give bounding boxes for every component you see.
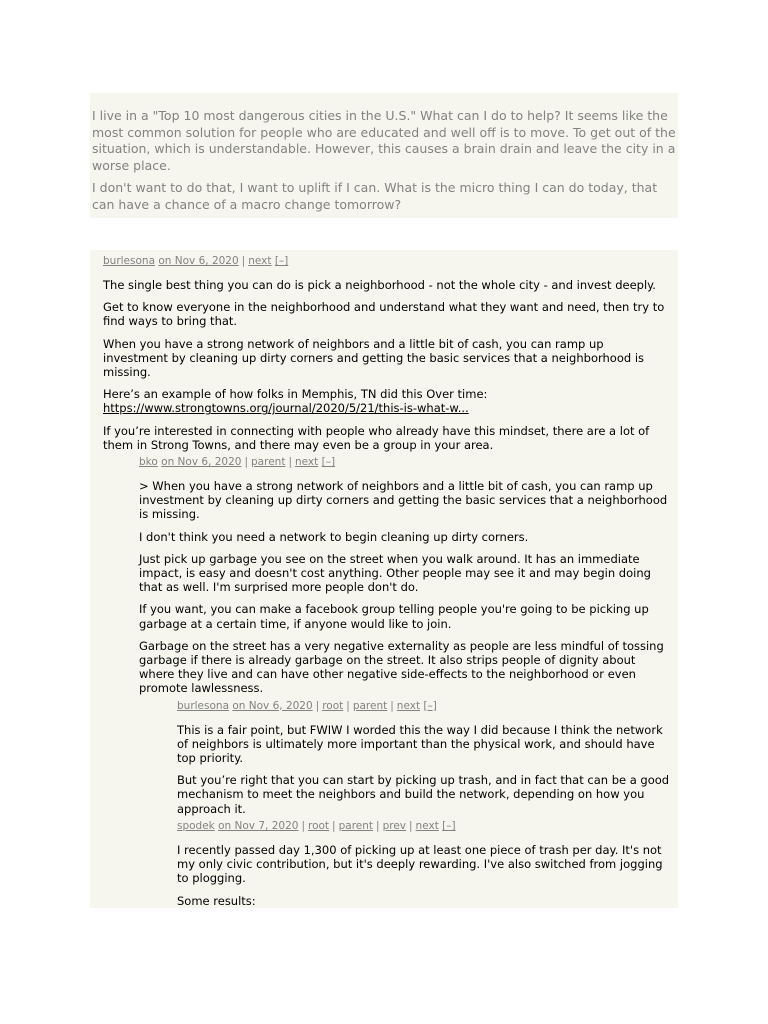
collapse-toggle[interactable]: [–] — [274, 255, 289, 267]
comment — [90, 455, 678, 696]
root-link[interactable]: root — [307, 819, 330, 832]
separator: | — [301, 819, 305, 832]
comment-header — [177, 819, 678, 833]
comment-user-link[interactable]: bko — [139, 456, 158, 469]
separator: | — [390, 699, 394, 712]
comment-body — [103, 268, 678, 452]
collapse-toggle[interactable]: [–] — [321, 456, 336, 469]
separator: | — [332, 819, 336, 832]
separator: | — [288, 456, 292, 469]
comment-user-link[interactable]: burlesona — [103, 255, 155, 267]
comment-header — [103, 254, 678, 268]
link-prefix-text: Here’s an example of how folks in Memphis, TN did this Over time: — [103, 387, 488, 402]
comment — [90, 250, 678, 452]
comment-age-link[interactable]: on Nov 6, 2020 — [161, 456, 242, 469]
comment-paragraph — [103, 387, 672, 415]
separator: | — [376, 819, 380, 832]
prev-link[interactable]: prev — [382, 819, 406, 832]
comment-paragraph: Just pick up garbage you see on the street when you walk around. It has an immediate impact, is easy and doesn't cost anything. Other people may see it and may begin doing that as well. I'm surprised more people don't do. — [139, 551, 651, 595]
comment-paragraph: This is a fair point, but FWIW I worded this the way I did because I think the network of neighbors is ultimately more important than the physical work, and should have top priority. — [177, 722, 663, 766]
comment-age-link[interactable]: on Nov 6, 2020 — [158, 255, 239, 267]
comment-paragraph: > When you have a strong network of neighbors and a little bit of cash, you can ramp up investment by cleaning up dirty corners and getting the basic services that a neighborhood is missing. — [139, 479, 668, 522]
separator: | — [315, 699, 320, 712]
comment-paragraph: When you have a strong network of neighbors and a little bit of cash, you can ramp up investment by cleaning up dirty corners and getting the basic services that a neighborhood is missing. — [103, 336, 645, 380]
comment-user-link[interactable]: burlesona — [177, 699, 229, 712]
comment-body — [177, 833, 678, 908]
next-link[interactable]: next — [248, 255, 272, 267]
story-text — [90, 93, 678, 218]
parent-link[interactable]: parent — [352, 699, 388, 712]
separator: | — [346, 699, 350, 712]
comment-paragraph: But you’re right that you can start by picking up trash, and in fact that can be a good mechanism to meet the neighbors and build the network, depending on how you approach it. — [177, 773, 670, 816]
next-link[interactable]: next — [415, 819, 439, 832]
collapse-toggle[interactable]: [–] — [423, 699, 437, 712]
comment-age-link[interactable]: on Nov 7, 2020 — [218, 819, 299, 832]
parent-link[interactable]: parent — [251, 456, 286, 469]
comment-paragraph: The single best thing you can do is pick a neighborhood - not the whole city - and invest deeply. — [103, 278, 656, 292]
next-link[interactable]: next — [396, 699, 421, 712]
comment-body — [139, 469, 678, 696]
comment-paragraph: Get to know everyone in the neighborhood and understand what they want and need, then try to find ways to bring that. — [103, 300, 665, 329]
root-link[interactable]: root — [322, 699, 344, 712]
collapse-toggle[interactable]: [–] — [442, 819, 456, 832]
comment-body — [177, 713, 678, 816]
comment-header — [177, 699, 678, 713]
external-link[interactable]: https://www.strongtowns.org/journal/2020/5/21/this-is-what-w... — [103, 401, 469, 416]
comment-paragraph: I recently passed day 1,300 of picking up at least one piece of trash per day. It's not my only civic contribution, but it's deeply rewarding. I've also switched from jogging to plogging. — [177, 842, 663, 886]
parent-link[interactable]: parent — [338, 819, 374, 832]
separator: | — [409, 819, 413, 832]
comment-paragraph: I don't think you need a network to begin cleaning up dirty corners. — [139, 529, 529, 544]
comment-user-link[interactable]: spodek — [177, 819, 215, 832]
comment — [90, 819, 678, 908]
comment-header — [139, 455, 678, 469]
story-paragraph: I live in a "Top 10 most dangerous cities in the U.S." What can I do to help? It seems like the most common solution for people who are educated and well off is to move. To get out of the situation, which is understandable. However, this causes a brain drain and leave the city in a worse place. — [92, 108, 676, 173]
comment-paragraph: Some results: — [177, 893, 256, 908]
comment-paragraph: If you’re interested in connecting with people who already have this mindset, there are a lot of them in Strong Towns, and there may even be a group in your area. — [103, 423, 650, 452]
comment-thread — [90, 250, 678, 908]
comment-paragraph: If you want, you can make a facebook group telling people you're going to be picking up garbage at a certain time, if anyone would like to join. — [139, 602, 649, 631]
comment-paragraph: Garbage on the street has a very negative externality as people are less mindful of tossing garbage if there is already garbage on the street. It also strips people of dignity about where they live and can have other negative side-effects to the neighborhood or even promote lawlessness. — [139, 638, 664, 696]
next-link[interactable]: next — [294, 456, 319, 469]
comment — [90, 699, 678, 816]
separator: | — [244, 456, 249, 469]
story-paragraph: I don't want to do that, I want to uplift if I can. What is the micro thing I can do today, that can have a chance of a macro change tomorrow? — [92, 180, 658, 212]
comment-age-link[interactable]: on Nov 6, 2020 — [232, 699, 313, 712]
separator: | — [241, 255, 246, 267]
